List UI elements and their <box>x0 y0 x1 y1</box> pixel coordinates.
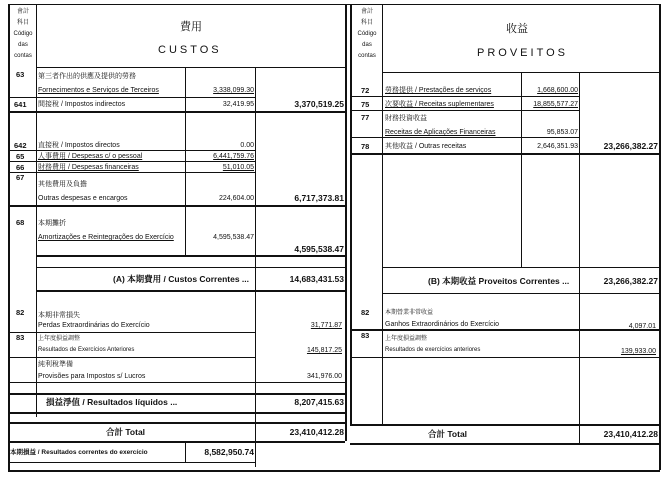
divider <box>8 412 345 414</box>
divider <box>36 290 345 292</box>
proveitos-title-cn: 收益 <box>506 23 528 35</box>
divider <box>8 393 345 395</box>
account-code: 82 <box>16 308 25 317</box>
header-line: contas <box>358 53 376 59</box>
header-line: 科目 <box>16 20 29 26</box>
row-label-cn: 本期非常損失 <box>38 312 80 319</box>
row-amount: 4,595,538.47 <box>213 234 254 241</box>
header-line: Código <box>357 31 377 37</box>
row-label: Resultados de exercícios anteriores <box>385 347 481 353</box>
divider <box>8 111 345 113</box>
row-label-cn: 本期營業非常收益 <box>385 310 434 316</box>
divider <box>350 96 579 97</box>
total-custos-label: 合計 Total <box>106 427 146 437</box>
divider <box>350 443 659 445</box>
code-column-header <box>353 7 381 62</box>
row-amount: 51,010.05 <box>222 164 254 171</box>
header-line: das <box>362 42 372 48</box>
row-amount: 4,097.01 <box>628 323 656 330</box>
divider <box>8 462 255 463</box>
divider <box>579 72 580 443</box>
row-label: Amortizações e Reintegrações do Exercício <box>38 234 174 241</box>
total-proveitos-value: 23,410,412.28 <box>603 429 658 439</box>
account-code: 78 <box>361 142 370 151</box>
row-label: Receitas de Aplicações Financeiras <box>385 129 496 136</box>
divider <box>350 4 352 425</box>
divider <box>382 4 383 425</box>
row-amount: 341,976.00 <box>306 373 342 380</box>
custos-title: CUSTOS <box>158 44 222 56</box>
proveitos-correntes-value: 23,266,382.27 <box>603 276 658 286</box>
row-amount: 3,338,099.30 <box>213 87 254 94</box>
row-label-cn: 財務投資收益 <box>385 115 427 122</box>
divider <box>8 4 660 5</box>
row-amount: 1,668,600.00 <box>537 87 578 94</box>
divider <box>350 110 579 111</box>
row-amount: 6,441,759.76 <box>213 153 254 160</box>
row-subtotal: 4,595,538.47 <box>294 244 344 254</box>
account-code: 67 <box>16 173 25 182</box>
account-code: 68 <box>16 218 25 227</box>
resultados-correntes-value: 8,582,950.74 <box>204 447 254 457</box>
row-label: 人事費用 / Despesas c/ o pessoal <box>38 153 143 160</box>
proveitos-correntes-label: (B) 本期收益 Proveitos Correntes ... <box>428 276 570 286</box>
divider <box>8 205 345 207</box>
account-code: 642 <box>14 141 27 150</box>
total-custos-value: 23,410,412.28 <box>289 427 344 437</box>
row-label: 財務費用 / Despesas financeiras <box>38 164 139 171</box>
divider <box>8 441 345 443</box>
divider <box>8 150 255 151</box>
row-amount: 2,646,351.93 <box>537 143 578 150</box>
divider <box>8 357 255 358</box>
divider <box>382 293 659 294</box>
account-code: 83 <box>361 331 370 340</box>
header-line: contas <box>14 53 32 59</box>
row-amount: 32,419.95 <box>222 101 254 108</box>
divider <box>36 67 345 68</box>
row-subtotal: 6,717,373.81 <box>294 193 344 203</box>
header-line: 科目 <box>360 20 373 26</box>
row-subtotal: 23,266,382.27 <box>603 141 658 151</box>
divider <box>350 424 659 426</box>
header-line: 會計 <box>16 9 29 15</box>
resultados-liquidos-label: 損益淨值 / Resultados líquidos ... <box>46 397 178 407</box>
custos-correntes-label: (A) 本期費用 / Custos Correntes ... <box>113 274 250 284</box>
row-label: 間接稅 / Impostos indirectos <box>38 101 126 108</box>
account-code: 66 <box>16 163 25 172</box>
divider <box>659 4 661 470</box>
divider <box>36 4 37 417</box>
row-label: 直接稅 / Impostos directos <box>38 142 120 149</box>
header-line: das <box>18 42 28 48</box>
divider <box>36 255 345 257</box>
row-label-cn: 第三者作出的供應及提供的勞務 <box>38 73 136 80</box>
divider <box>382 267 659 268</box>
row-amount: 18,855,577.27 <box>533 101 578 108</box>
account-code: 82 <box>361 308 370 317</box>
row-amount: 95,853.07 <box>546 129 578 136</box>
code-column-header <box>9 7 37 62</box>
divider <box>8 332 255 333</box>
row-label: Fornecimentos e Serviços de Terceiros <box>38 87 159 94</box>
account-code: 77 <box>361 113 370 122</box>
row-label-cn: 純利稅準備 <box>38 361 73 368</box>
divider <box>350 153 659 155</box>
row-amount: 145,817.25 <box>306 347 342 354</box>
account-code: 65 <box>16 152 25 161</box>
row-amount: 139,933.00 <box>620 348 656 355</box>
row-subtotal: 3,370,519.25 <box>294 99 344 109</box>
divider <box>36 267 345 268</box>
row-amount: 0.00 <box>240 142 254 149</box>
resultados-correntes-label: 本期損益 / Resultados correntes do exercício <box>10 449 148 456</box>
row-label: Provisões para Impostos s/ Lucros <box>38 373 146 380</box>
divider <box>350 137 579 138</box>
proveitos-title: PROVEITOS <box>477 47 568 59</box>
header-line: 會計 <box>360 9 373 15</box>
divider <box>8 4 10 470</box>
row-amount: 224,604.00 <box>218 195 254 202</box>
row-label: Resultados de Exercícios Anteriores <box>38 347 135 353</box>
custos-title-cn: 費用 <box>180 21 202 33</box>
row-amount: 31,771.87 <box>310 322 342 329</box>
resultados-liquidos-value: 8,207,415.63 <box>294 397 344 407</box>
row-label: 次要收益 / Receitas suplementares <box>385 101 494 108</box>
row-label-cn: 上年度損益調整 <box>385 336 428 342</box>
row-label-cn: 其他費用及負擔 <box>38 181 87 188</box>
divider <box>345 4 347 441</box>
account-code: 83 <box>16 333 25 342</box>
row-label: Outras despesas e encargos <box>38 195 128 202</box>
account-code: 63 <box>16 70 25 79</box>
header-line: Código <box>13 31 33 37</box>
custos-correntes-value: 14,683,431.53 <box>289 274 344 284</box>
divider <box>8 470 660 472</box>
account-code: 641 <box>14 100 27 109</box>
row-label-cn: 上年度損益調整 <box>38 336 81 342</box>
divider <box>8 172 255 173</box>
divider <box>8 161 255 162</box>
row-label: Perdas Extraordinárias do Exercício <box>38 322 150 329</box>
divider <box>8 382 345 383</box>
divider <box>8 97 255 98</box>
account-code: 72 <box>361 86 370 95</box>
row-label: 勞務提供 / Prestações de serviços <box>385 87 492 94</box>
row-label: Ganhos Extraordinários do Exercício <box>385 321 499 328</box>
divider <box>350 357 659 358</box>
total-proveitos-label: 合計 Total <box>428 429 468 439</box>
divider <box>8 422 345 424</box>
row-label: 其他收益 / Outras receitas <box>385 143 467 150</box>
row-label-cn: 本期攤折 <box>38 220 66 227</box>
account-code: 75 <box>361 100 370 109</box>
